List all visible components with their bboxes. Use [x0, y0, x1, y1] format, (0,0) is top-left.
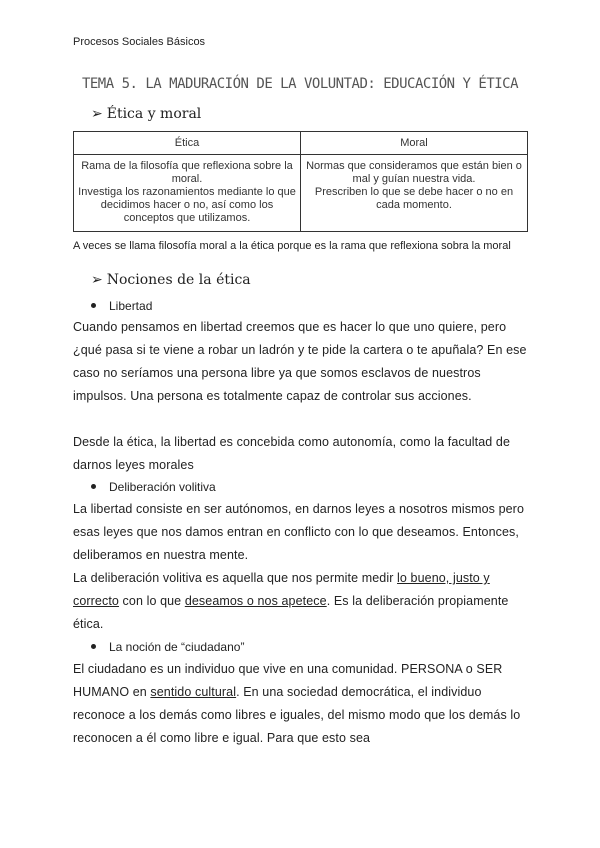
- comparison-table: [73, 131, 528, 232]
- table-header-row: [74, 132, 528, 155]
- text-span: . Es la deliberación propiamente ética.: [73, 594, 509, 631]
- table-cell-moral: [301, 155, 528, 232]
- bullet-item-deliberacion: [91, 480, 216, 494]
- section-heading-nociones: [91, 272, 251, 288]
- underlined-text: sentido cultural: [150, 685, 237, 699]
- table-header-moral: Moral: [301, 132, 528, 155]
- underlined-text: deseamos o nos apetece: [184, 594, 327, 608]
- paragraph-libertad-1: Cuando pensamos en libertad creemos que es hacer lo que uno quiere, pero ¿qué pasa si te viene a robar un ladrón y te pide la cartera o te apuñala? En ese caso no seríamos una persona libre ya que somos esclavos de nuestros impulsos. Una persona es totalmente capaz de controlar sus acciones.: [73, 320, 527, 403]
- bullet-item-ciudadano: [91, 640, 244, 654]
- document-header: Procesos Sociales Básicos: [73, 36, 206, 48]
- table-cell-etica: [74, 155, 301, 232]
- arrow-bullet-icon: ➢: [91, 106, 103, 122]
- paragraph-deliberacion-2: [73, 567, 535, 636]
- table-header-etica: Ética: [74, 132, 301, 155]
- bullet-dot-icon: [91, 303, 96, 308]
- text-span: . En una sociedad democrática, el individuo reconoce a los demás como libres e iguales, del mismo modo que los demás lo reconocen a él como libre e igual. Para que esto sea: [73, 685, 521, 745]
- bullet-dot-icon: [91, 484, 96, 489]
- section-heading-text: Ética y moral: [106, 106, 202, 122]
- section-heading-etica-moral: [91, 106, 201, 122]
- cell-text: Normas que consideramos que están bien o mal y guían nuestra vida. Prescriben lo que se debe hacer o no en cada momento.: [306, 160, 522, 211]
- paragraph-libertad-2: Desde la ética, la libertad es concebida como autonomía, como la facultad de darnos leyes morales: [73, 435, 511, 472]
- underlined-text: lo bueno, justo y correcto: [73, 571, 490, 608]
- bullet-text: Libertad: [109, 299, 153, 313]
- document-title: TEMA 5. LA MADURACIÓN DE LA VOLUNTAD: EDUCACIÓN Y ÉTICA: [81, 76, 519, 92]
- bullet-text: Deliberación volitiva: [109, 480, 216, 494]
- bullet-text: La noción de “ciudadano”: [109, 640, 245, 654]
- text-span: con lo que: [118, 594, 185, 608]
- section-heading-text: Nociones de la ética: [106, 272, 251, 288]
- cell-text: Rama de la filosofía que reflexiona sobre la moral. Investiga los razonamientos mediante lo que decidimos hacer o no, así como los conceptos que utilizamos.: [78, 160, 296, 224]
- bullet-dot-icon: [91, 644, 96, 649]
- arrow-bullet-icon: ➢: [91, 272, 103, 288]
- text-span: El ciudadano es un individuo que vive en una comunidad. PERSONA o SER HUMANO en: [73, 662, 503, 699]
- paragraph-deliberacion-1: La libertad consiste en ser autónomos, en darnos leyes a nosotros mismos pero esas leyes que nos damos entran en conflicto con lo que deseamos. Entonces, deliberamos en nuestra mente.: [73, 502, 524, 562]
- paragraph-ciudadano: [73, 658, 535, 750]
- bullet-item-libertad: [91, 299, 152, 313]
- table-row: [74, 155, 528, 232]
- text-span: La deliberación volitiva es aquella que nos permite medir: [73, 571, 398, 585]
- note-paragraph: A veces se llama filosofía moral a la ética porque es la rama que reflexiona sobra la moral: [73, 240, 511, 252]
